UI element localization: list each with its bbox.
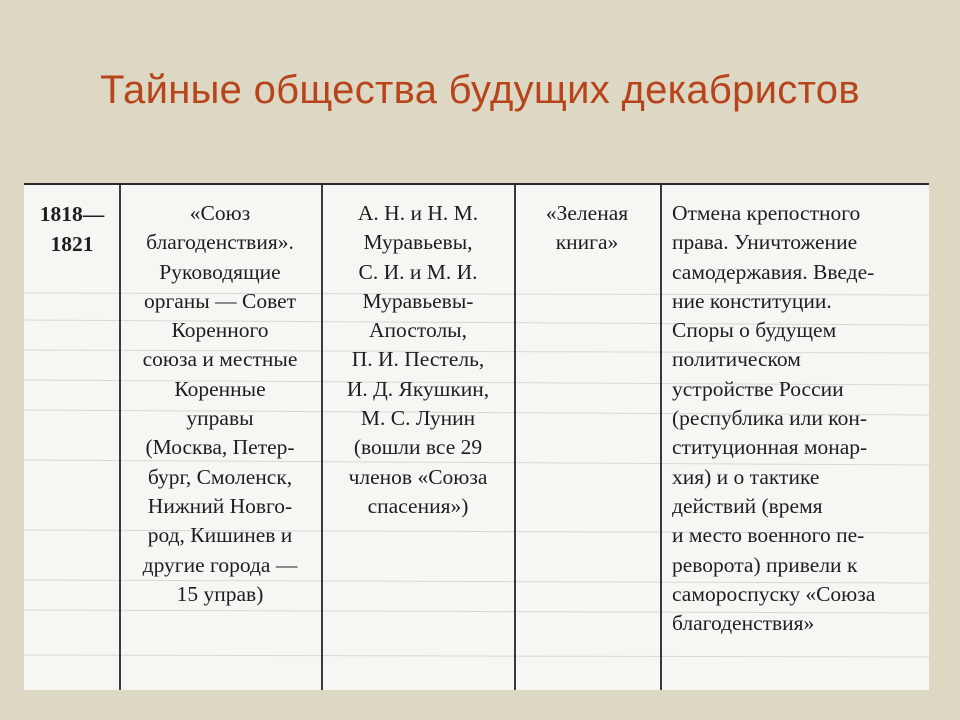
members-line: Муравьевы,: [363, 230, 473, 255]
column-divider: [514, 185, 516, 690]
members-line: Муравьевы-: [362, 288, 474, 313]
members-cell: [323, 199, 513, 521]
org-line: другие города —: [142, 552, 298, 577]
goals-line: Отмена крепостного: [672, 201, 861, 225]
goals-line: реворота) привели к: [672, 552, 858, 577]
goals-line: (республика или кон-: [672, 406, 868, 431]
column-divider: [660, 185, 662, 690]
org-line: Руководящие: [159, 259, 281, 284]
goals-line: Споры о будущем: [672, 318, 837, 343]
members-line: П. И. Пестель,: [351, 347, 485, 372]
goals-line: политическом: [672, 347, 801, 372]
years-line: 1821: [50, 232, 94, 256]
members-line: Апостолы,: [369, 318, 467, 343]
goals-line: ние конституции.: [672, 288, 832, 313]
slide-title: Тайные общества будущих декабристов: [100, 68, 860, 112]
members-line: членов «Союза: [348, 464, 488, 489]
org-line: 15 управ): [176, 581, 264, 606]
org-line: управы: [186, 406, 254, 431]
org-line: «Союз: [189, 201, 251, 225]
goals-line: самодержавия. Введе-: [672, 259, 875, 284]
org-line: род, Кишинев и: [147, 523, 293, 548]
goals-line: ституционная монар-: [672, 435, 868, 460]
members-line: И. Д. Якушкин,: [346, 376, 490, 401]
goals-line: и место военного пе-: [672, 523, 865, 548]
members-line: А. Н. и Н. М.: [357, 201, 479, 225]
goals-cell: [664, 199, 917, 638]
years-cell: [26, 199, 118, 259]
document-line: «Зеленая: [545, 201, 629, 225]
document-cell: [516, 199, 658, 258]
org-line: благоденствия».: [146, 230, 294, 255]
org-line: (Москва, Петер-: [145, 435, 295, 460]
years-line: 1818—: [39, 202, 105, 226]
members-line: (вошли все 29: [353, 435, 483, 460]
org-line: Нижний Новго-: [147, 493, 293, 518]
members-line: С. И. и М. И.: [358, 259, 478, 284]
members-line: М. С. Лунин: [360, 406, 476, 431]
goals-line: действий (время: [672, 493, 823, 518]
org-line: союза и местные: [142, 347, 298, 372]
goals-line: самороспуску «Союза: [672, 581, 876, 606]
org-line: Коренные: [174, 376, 266, 401]
document-line: книга»: [555, 230, 619, 255]
goals-line: права. Уничтожение: [672, 230, 858, 255]
goals-line: благоденствия»: [672, 611, 815, 636]
goals-line: хия) и о тактике: [672, 464, 820, 489]
org-line: органы — Совет: [143, 288, 297, 313]
org-line: Коренного: [171, 318, 269, 343]
scanned-table: [24, 183, 929, 690]
members-line: спасения»): [367, 493, 469, 518]
organization-cell: [121, 199, 319, 609]
goals-line: устройстве России: [672, 376, 844, 401]
org-line: бург, Смоленск,: [147, 464, 293, 489]
